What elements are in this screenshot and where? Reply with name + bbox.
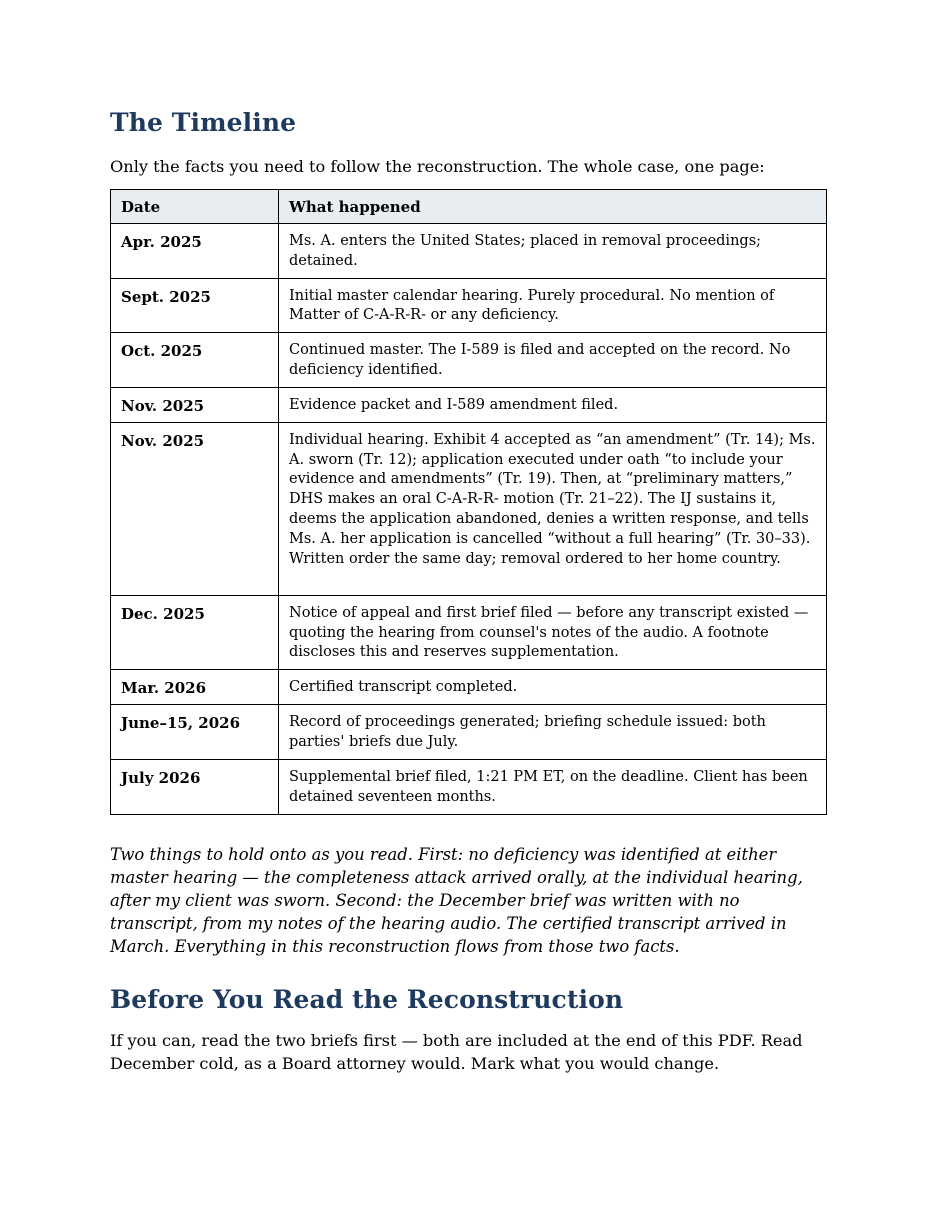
- row-event: Certified transcript completed.: [279, 670, 827, 705]
- table-row: [111, 670, 827, 705]
- row-event: Ms. A. enters the United States; placed in removal proceedings; detained.: [279, 224, 827, 279]
- row-date: Nov. 2025: [111, 387, 279, 422]
- row-event: Notice of appeal and first brief filed — before any transcript existed — quoting the hearing from counsel's notes of the audio. A footnote discloses this and reserves supplementation.: [279, 595, 827, 669]
- row-date: Nov. 2025: [111, 422, 279, 595]
- table-row: [111, 595, 827, 669]
- row-date: Mar. 2026: [111, 670, 279, 705]
- table-row: [111, 224, 827, 279]
- row-event: Evidence packet and I-589 amendment filed.: [279, 387, 827, 422]
- row-event: Record of proceedings generated; briefing schedule issued: both parties' briefs due July.: [279, 704, 827, 759]
- row-date: Oct. 2025: [111, 333, 279, 388]
- table-row: [111, 422, 827, 595]
- row-event: Continued master. The I-589 is filed and accepted on the record. No deficiency identified.: [279, 333, 827, 388]
- table-row: [111, 278, 827, 333]
- row-date: Apr. 2025: [111, 224, 279, 279]
- table-row: [111, 387, 827, 422]
- table-row: [111, 759, 827, 814]
- row-date: June–15, 2026: [111, 704, 279, 759]
- table-row: [111, 333, 827, 388]
- row-date: Sept. 2025: [111, 278, 279, 333]
- before-reading-text: If you can, read the two briefs first — both are included at the end of this PDF. Read December cold, as a Board attorney would. Mark what you would change.: [110, 1031, 803, 1073]
- reading-note: Two things to hold onto as you read. First: no deficiency was identified at either master hearing — the completeness attack arrived orally, at the individual hearing, after my client was sworn. Second: the December brief was written with no transcript, from my notes of the hearing audio. The certified transcript arrived in March. Everything in this reconstruction flows from those two facts.: [110, 845, 803, 956]
- table-row: [111, 704, 827, 759]
- before-reading-heading: Before You Read the Reconstruction: [110, 985, 624, 1014]
- row-date: July 2026: [111, 759, 279, 814]
- row-event: Individual hearing. Exhibit 4 accepted as “an amendment” (Tr. 14); Ms. A. sworn (Tr. 12); application executed under oath “to include your evidence and amendments” (Tr. 19). Then, at “preliminary matters,” DHS makes an oral C-A-R-R- motion (Tr. 21–22). The IJ sustains it, deems the application abandoned, denies a written response, and tells Ms. A. her application is cancelled “without a full hearing” (Tr. 30–33). Written order the same day; removal ordered to her home country.: [279, 422, 827, 595]
- date-column-header: Date: [111, 190, 279, 224]
- row-date: Dec. 2025: [111, 595, 279, 669]
- timeline-table: [110, 189, 827, 815]
- row-event: Initial master calendar hearing. Purely procedural. No mention of Matter of C-A-R-R- or any deficiency.: [279, 278, 827, 333]
- table-header-row: [111, 190, 827, 224]
- timeline-heading: The Timeline: [110, 108, 297, 137]
- timeline-intro: Only the facts you need to follow the reconstruction. The whole case, one page:: [110, 157, 765, 176]
- what-happened-column-header: What happened: [279, 190, 827, 224]
- row-event: Supplemental brief filed, 1:21 PM ET, on the deadline. Client has been detained seventeen months.: [279, 759, 827, 814]
